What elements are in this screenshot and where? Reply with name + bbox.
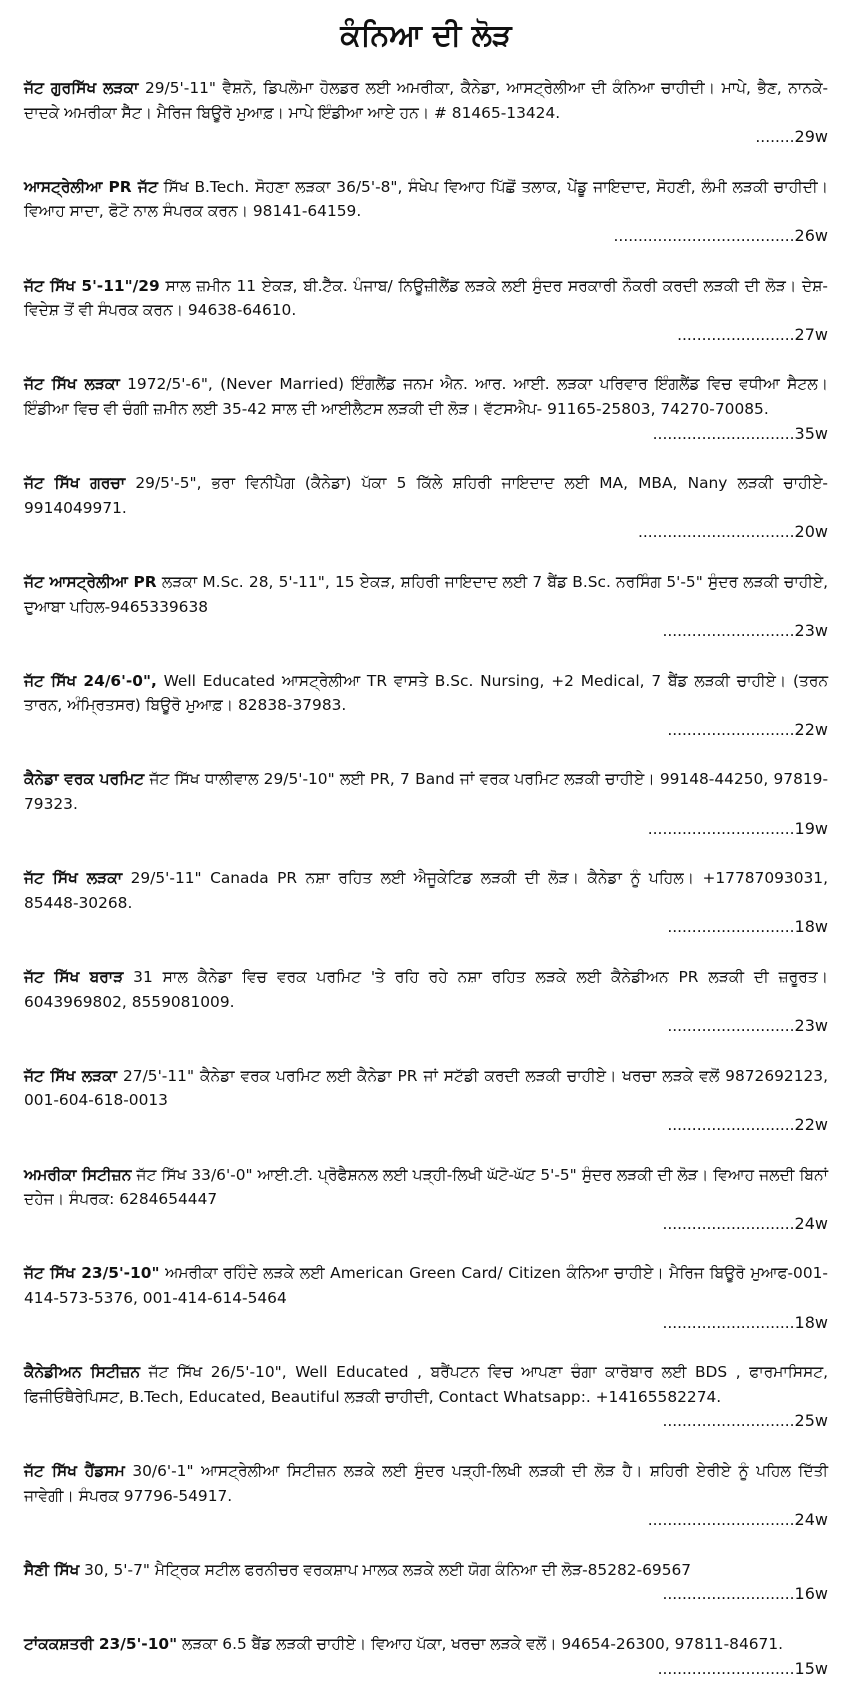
- dot-leader: ..............................: [648, 1511, 795, 1529]
- ad-footer: [24, 1657, 828, 1681]
- dot-leader: .....................................: [614, 227, 795, 245]
- ad-footer: [24, 1311, 828, 1336]
- ad-text: [24, 1261, 828, 1310]
- ad-text: [24, 1064, 828, 1113]
- ad-body: 29/5'-11" Canada PR ਨਸ਼ਾ ਰਹਿਤ ਲਈ ਐਜੂਕੇਟਿਡ ਲੜਕੀ ਦੀ ਲੋੜ। ਕੈਨੇਡਾ ਨੂੰ ਪਹਿਲ। +17787093031, 85448-30268.: [24, 869, 828, 912]
- ad-body: ਅਮਰੀਕਾ ਰਹਿੰਦੇ ਲੜਕੇ ਲਈ American Green Card/ Citizen ਕੰਨਿਆ ਚਾਹੀਏ। ਮੈਰਿਜ ਬਿਊਰੋ ਮੁਆਫ-001-414-573-5376, 001-414-614-5464: [24, 1264, 828, 1307]
- ad-heading: ਕੈਨੇਡੀਅਨ ਸਿਟੀਜ਼ਨ: [24, 1363, 140, 1381]
- ad-body: 29/5'-5", ਭਰਾ ਵਿਨੀਪੈਗ (ਕੈਨੇਡਾ) ਪੱਕਾ 5 ਕਿੱਲੇ ਸ਼ਹਿਰੀ ਜਾਇਦਾਦ ਲਈ MA, MBA, Nany ਲੜਕੀ ਚਾਹੀਏ- 9914049971.: [24, 474, 828, 517]
- ad-text: [24, 1459, 828, 1508]
- ad-code: 24w: [795, 1510, 828, 1529]
- ad-footer: [24, 323, 828, 348]
- ad-item: [24, 76, 828, 150]
- ad-code: 23w: [795, 621, 828, 640]
- dot-leader: ........: [755, 128, 794, 146]
- ad-code: 35w: [795, 424, 828, 443]
- dot-leader: ..........................: [667, 918, 794, 936]
- ad-text: [24, 1558, 828, 1583]
- ad-body: ਸਿੱਖ B.Tech. ਸੋਹਣਾ ਲੜਕਾ 36/5'-8", ਸੰਖੇਪ ਵਿਆਹ ਪਿੱਛੋਂ ਤਲਾਕ, ਪੇਂਡੂ ਜਾਇਦਾਦ, ਸੋਹਣੀ, ਲੰਮੀ ਲੜਕੀ ਚਾਹੀਦੀ। ਵਿਆਹ ਸਾਦਾ, ਫੋਟੋ ਨਾਲ ਸੰਪਰਕ ਕਰਨ। 98141-64159.: [24, 178, 828, 221]
- ad-item: [24, 471, 828, 545]
- ad-body: ਜੱਟ ਸਿੱਖ ਧਾਲੀਵਾਲ 29/5'-10" ਲਈ PR, 7 Band ਜਾਂ ਵਰਕ ਪਰਮਿਟ ਲੜਕੀ ਚਾਹੀਏ। 99148-44250, 97819-79323.: [24, 770, 828, 813]
- ad-code: 18w: [795, 917, 828, 936]
- dot-leader: ..............................: [648, 820, 795, 838]
- ad-heading: ਜੱਟ ਸਿੱਖ ਗਰਚਾ: [24, 474, 125, 492]
- ad-code: 23w: [795, 1016, 828, 1035]
- ad-text: [24, 866, 828, 915]
- ad-item: [24, 866, 828, 940]
- ad-text: [24, 570, 828, 619]
- ad-item: [24, 1064, 828, 1138]
- ad-code: 18w: [795, 1313, 828, 1332]
- dot-leader: ..........................: [667, 1017, 794, 1035]
- dot-leader: ...........................: [662, 1585, 794, 1603]
- ad-code: 25w: [795, 1411, 828, 1430]
- ad-heading: ਆਸਟ੍ਰੇਲੀਆ PR ਜੱਟ: [24, 178, 158, 196]
- dot-leader: ...........................: [662, 1215, 794, 1233]
- page-title: ਕੰਨਿਆ ਦੀ ਲੋੜ: [24, 14, 828, 58]
- ad-code: 19w: [795, 819, 828, 838]
- dot-leader: ...........................: [662, 1412, 794, 1430]
- ad-text: [24, 1360, 828, 1409]
- ad-item: [24, 175, 828, 249]
- ad-item: [24, 669, 828, 743]
- dot-leader: ...........................: [662, 622, 794, 640]
- ad-heading: ਅਮਰੀਕਾ ਸਿਟੀਜ਼ਨ: [24, 1166, 131, 1184]
- dot-leader: .............................: [653, 425, 795, 443]
- ad-heading: ਸੈਣੀ ਸਿੱਖ: [24, 1561, 79, 1579]
- ad-heading: ਟਾਂਕਕਸ਼ਤਰੀ 23/5'-10": [24, 1635, 177, 1653]
- ad-item: [24, 1632, 828, 1681]
- ad-footer: [24, 619, 828, 644]
- ad-item: [24, 1558, 828, 1607]
- ad-code: 26w: [795, 226, 828, 245]
- ad-footer: [24, 1113, 828, 1138]
- ad-footer: [24, 422, 828, 447]
- ad-footer: [24, 1582, 828, 1607]
- ad-body: 31 ਸਾਲ ਕੈਨੇਡਾ ਵਿਚ ਵਰਕ ਪਰਮਿਟ 'ਤੇ ਰਹਿ ਰਹੇ ਨਸ਼ਾ ਰਹਿਤ ਲੜਕੇ ਲਈ ਕੈਨੇਡੀਅਨ PR ਲੜਕੀ ਦੀ ਜ਼ਰੂਰਤ। 6043969802, 8559081009.: [24, 968, 828, 1011]
- ad-item: [24, 1163, 828, 1237]
- ad-footer: [24, 817, 828, 842]
- ad-body: 29/5'-11" ਵੈਸ਼ਨੋ, ਡਿਪਲੋਮਾ ਹੋਲਡਰ ਲਈ ਅਮਰੀਕਾ, ਕੈਨੇਡਾ, ਆਸਟ੍ਰੇਲੀਆ ਦੀ ਕੰਨਿਆ ਚਾਹੀਦੀ। ਮਾਪੇ, ਭੈਣ, ਨਾਨਕੇ-ਦਾਦਕੇ ਅਮਰੀਕਾ ਸੈੱਟ। ਮੈਰਿਜ ਬਿਊਰੋ ਮੁਆਫ਼। ਮਾਪੇ ਇੰਡੀਆ ਆਏ ਹਨ। # 81465-13424.: [24, 79, 828, 122]
- ad-heading: ਜੱਟ ਸਿੱਖ 5'-11"/29: [24, 277, 160, 295]
- ad-code: 22w: [795, 720, 828, 739]
- ad-code: 27w: [795, 325, 828, 344]
- ad-heading: ਜੱਟ ਸਿੱਖ ਹੈਂਡਸਮ: [24, 1462, 125, 1480]
- dot-leader: ............................: [658, 1660, 795, 1678]
- ad-body: ਜੱਟ ਸਿੱਖ 33/6'-0" ਆਈ.ਟੀ. ਪ੍ਰੋਫੈਸ਼ਨਲ ਲਈ ਪੜ੍ਹੀ-ਲਿਖੀ ਘੱਟੋ-ਘੱਟ 5'-5" ਸੁੰਦਰ ਲੜਕੀ ਦੀ ਲੋੜ। ਵਿਆਹ ਜਲਦੀ ਬਿਨਾਂ ਦਹੇਜ। ਸੰਪਰਕ: 6284654447: [24, 1166, 828, 1209]
- ad-body: 30, 5'-7" ਮੈਟ੍ਰਿਕ ਸਟੀਲ ਫਰਨੀਚਰ ਵਰਕਸ਼ਾਪ ਮਾਲਕ ਲੜਕੇ ਲਈ ਯੋਗ ਕੰਨਿਆ ਦੀ ਲੋੜ-85282-69567: [79, 1561, 691, 1579]
- ad-text: [24, 274, 828, 323]
- ad-text: [24, 767, 828, 816]
- dot-leader: ........................: [677, 326, 794, 344]
- ads-list: [24, 76, 828, 1681]
- ad-text: [24, 175, 828, 224]
- ad-footer: [24, 125, 828, 150]
- ad-heading: ਜੱਟ ਸਿੱਖ ਬਰਾੜ: [24, 968, 123, 986]
- ad-text: [24, 669, 828, 718]
- ad-body: 27/5'-11" ਕੈਨੇਡਾ ਵਰਕ ਪਰਮਿਟ ਲਈ ਕੈਨੇਡਾ PR ਜਾਂ ਸਟੱਡੀ ਕਰਦੀ ਲੜਕੀ ਚਾਹੀਏ। ਖਰਚਾ ਲੜਕੇ ਵਲੋਂ 9872692123, 001-604-618-0013: [24, 1067, 828, 1110]
- ad-text: [24, 1632, 828, 1657]
- ad-heading: ਜੱਟ ਆਸਟ੍ਰੇਲੀਆ PR: [24, 573, 157, 591]
- dot-leader: ................................: [638, 523, 795, 541]
- ad-heading: ਜੱਟ ਸਿੱਖ ਲੜਕਾ: [24, 869, 122, 887]
- ad-item: [24, 274, 828, 348]
- ad-text: [24, 76, 828, 125]
- dot-leader: ..........................: [667, 1116, 794, 1134]
- dot-leader: ...........................: [662, 1314, 794, 1332]
- ad-code: 16w: [795, 1584, 828, 1603]
- ad-footer: [24, 224, 828, 249]
- ad-body: 30/6'-1" ਆਸਟ੍ਰੇਲੀਆ ਸਿਟੀਜ਼ਨ ਲੜਕੇ ਲਈ ਸੁੰਦਰ ਪੜ੍ਹੀ-ਲਿਖੀ ਲੜਕੀ ਦੀ ਲੋੜ ਹੈ। ਸ਼ਹਿਰੀ ਏਰੀਏ ਨੂੰ ਪਹਿਲ ਦਿੱਤੀ ਜਾਵੇਗੀ। ਸੰਪਰਕ 97796-54917.: [24, 1462, 828, 1505]
- dot-leader: ..........................: [667, 721, 794, 739]
- ad-body: ਜੱਟ ਸਿੱਖ 26/5'-10", Well Educated , ਬਰੈਂਪਟਨ ਵਿਚ ਆਪਣਾ ਚੰਗਾ ਕਾਰੋਬਾਰ ਲਈ BDS , ਫਾਰਮਾਸਿਸਟ, ਫਿਜੀਓਥੈਰੇਪਿਸਟ, B.Tech, Educated, Beautiful ਲੜਕੀ ਚਾਹੀਦੀ, Contact Whatsapp:. +14165582274.: [24, 1363, 828, 1406]
- ad-heading: ਜੱਟ ਸਿੱਖ ਲੜਕਾ: [24, 1067, 117, 1085]
- ad-footer: [24, 1014, 828, 1039]
- ad-body: ਲੜਕਾ 6.5 ਬੈਂਡ ਲੜਕੀ ਚਾਹੀਏ। ਵਿਆਹ ਪੱਕਾ, ਖਰਚਾ ਲੜਕੇ ਵਲੋਂ। 94654-26300, 97811-84671.: [177, 1635, 783, 1653]
- ad-heading: ਕੈਨੇਡਾ ਵਰਕ ਪਰਮਿਟ: [24, 770, 144, 788]
- ad-text: [24, 471, 828, 520]
- ad-footer: [24, 915, 828, 940]
- ad-item: [24, 767, 828, 841]
- ad-heading: ਜੱਟ ਸਿੱਖ 24/6'-0",: [24, 672, 157, 690]
- ad-code: 29w: [795, 127, 828, 146]
- ad-item: [24, 570, 828, 644]
- ad-heading: ਜੱਟ ਗੁਰਸਿੱਖ ਲੜਕਾ: [24, 79, 138, 97]
- ad-code: 24w: [795, 1214, 828, 1233]
- ad-heading: ਜੱਟ ਸਿੱਖ 23/5'-10": [24, 1264, 159, 1282]
- ad-code: 20w: [795, 522, 828, 541]
- ad-body: ਸਾਲ ਜ਼ਮੀਨ 11 ਏਕੜ, ਬੀ.ਟੈੱਕ. ਪੰਜਾਬ/ ਨਿਊਜ਼ੀਲੈਂਡ ਲੜਕੇ ਲਈ ਸੁੰਦਰ ਸਰਕਾਰੀ ਨੌਕਰੀ ਕਰਦੀ ਲੜਕੀ ਦੀ ਲੋੜ। ਦੇਸ਼-ਵਿਦੇਸ਼ ਤੋਂ ਵੀ ਸੰਪਰਕ ਕਰਨ। 94638-64610.: [24, 277, 828, 320]
- ad-code: 15w: [795, 1659, 828, 1678]
- ad-item: [24, 965, 828, 1039]
- ad-footer: [24, 520, 828, 545]
- ad-footer: [24, 718, 828, 743]
- ad-item: [24, 1360, 828, 1434]
- ad-code: 22w: [795, 1115, 828, 1134]
- ad-footer: [24, 1409, 828, 1434]
- ad-item: [24, 1459, 828, 1533]
- ad-item: [24, 1261, 828, 1335]
- ad-footer: [24, 1508, 828, 1533]
- ad-body: Well Educated ਆਸਟ੍ਰੇਲੀਆ TR ਵਾਸਤੇ B.Sc. Nursing, +2 Medical, 7 ਬੈਂਡ ਲੜਕੀ ਚਾਹੀਏ। (ਤਰਨ ਤਾਰਨ, ਅੰਮ੍ਰਿਤਸਰ) ਬਿਊਰੋ ਮੁਆਫ਼। 82838-37983.: [24, 672, 828, 715]
- ad-text: [24, 965, 828, 1014]
- ad-text: [24, 372, 828, 421]
- ad-body: ਲੜਕਾ M.Sc. 28, 5'-11", 15 ਏਕੜ, ਸ਼ਹਿਰੀ ਜਾਇਦਾਦ ਲਈ 7 ਬੈਂਡ B.Sc. ਨਰਸਿੰਗ 5'-5" ਸੁੰਦਰ ਲੜਕੀ ਚਾਹੀਏ, ਦੁਆਬਾ ਪਹਿਲ-9465339638: [24, 573, 828, 616]
- ad-footer: [24, 1212, 828, 1237]
- ad-body: 1972/5'-6", (Never Married) ਇੰਗਲੈਂਡ ਜਨਮ ਐਨ. ਆਰ. ਆਈ. ਲੜਕਾ ਪਰਿਵਾਰ ਇੰਗਲੈਂਡ ਵਿਚ ਵਧੀਆ ਸੈਟਲ। ਇੰਡੀਆ ਵਿਚ ਵੀ ਚੰਗੀ ਜ਼ਮੀਨ ਲਈ 35-42 ਸਾਲ ਦੀ ਆਈਲੈਟਸ ਲੜਕੀ ਦੀ ਲੋੜ। ਵੱਟਸਐਪ- 91165-25803, 74270-70085.: [24, 375, 828, 418]
- ad-text: [24, 1163, 828, 1212]
- ad-item: [24, 372, 828, 446]
- ad-heading: ਜੱਟ ਸਿੱਖ ਲੜਕਾ: [24, 375, 120, 393]
